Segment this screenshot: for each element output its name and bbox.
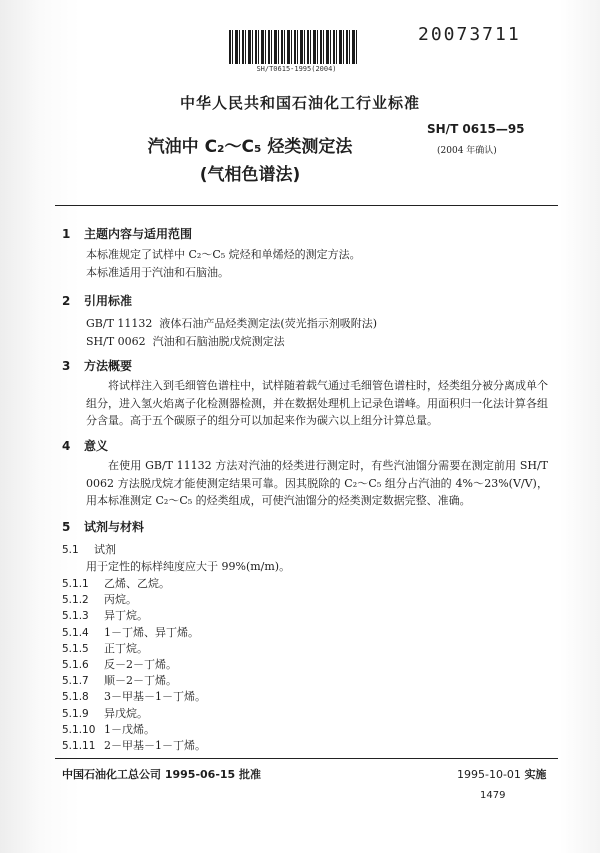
section-number: 1 <box>62 227 71 241</box>
item-number: 5.1.1 <box>62 578 89 590</box>
list-item <box>62 737 206 753</box>
item-text: 异丁烷。 <box>104 609 148 623</box>
item-number: 5.1.4 <box>62 626 89 639</box>
document-title: 汽油中 C₂～C₅ 烃类测定法 <box>147 137 353 157</box>
barcode-caption: SH/T0615-1995(2004) <box>256 65 337 73</box>
section-number: 2 <box>62 294 71 308</box>
item-number: 5.1.7 <box>62 675 89 688</box>
item-text: 乙烯、乙烷。 <box>104 577 170 590</box>
section-4-heading <box>62 437 108 454</box>
subsection-number: 5.1 <box>62 544 79 556</box>
list-item <box>62 640 148 656</box>
section-4-paragraph: 在使用 GB/T 11132 方法对汽油的烃类进行测定时，有些汽油馏分需要在测定前用 SH/T 0062 方法脱戊烷才能使测定结果可靠。因其脱除的 C₂～C₅ 组分占汽油的 4%～23%(V/V)，用本标准测定 C₂～C₅ 的烃类组成，可使汽油馏分的烃类测定数据完整、准确。 <box>86 459 548 507</box>
page-number: 1479 <box>480 790 506 801</box>
item-text: 异戊烷。 <box>104 706 148 720</box>
section-title: 主题内容与适用范围 <box>84 227 193 241</box>
list-item <box>62 607 148 623</box>
reference-1 <box>86 315 377 332</box>
subsection-5-1 <box>62 541 116 557</box>
section-3-heading <box>62 357 132 374</box>
list-item <box>62 672 177 688</box>
confirmation-year: (2004 年确认) <box>437 146 497 156</box>
section-title: 试剂与材料 <box>84 520 145 534</box>
section-title: 意义 <box>84 439 109 453</box>
item-text: 3－甲基－1－丁烯。 <box>104 690 206 704</box>
list-item <box>62 624 199 640</box>
section-number: 4 <box>62 439 71 453</box>
effective-date <box>457 766 546 782</box>
list-item <box>62 705 148 721</box>
item-text: 丙烷。 <box>104 593 137 607</box>
section-number: 5 <box>62 520 71 534</box>
document-subtitle: (气相色谱法) <box>199 165 301 185</box>
section-title: 方法概要 <box>84 359 133 373</box>
standard-number: SH/T 0615—95 <box>427 122 525 136</box>
item-number: 5.1.10 <box>62 723 96 736</box>
section-3-paragraph: 将试样注入到毛细管色谱柱中，试样随着载气通过毛细管色谱柱时，烃类组分被分离成单个组分，进入氢火焰离子化检测器检测，并在数据处理机上记录色谱峰。用面积归一化法计算各组分含量。高于五个碳原子的组分可以加起来作为碳六以上组分计算总量。 <box>86 379 548 427</box>
barcode <box>229 30 359 64</box>
reference-2 <box>86 333 285 350</box>
industry-standard-heading: 中华人民共和国石油化工行业标准 <box>179 94 420 112</box>
item-number: 5.1.8 <box>62 691 89 704</box>
reference-code: SH/T 0062 <box>86 335 146 348</box>
item-text: 正丁烷。 <box>104 641 148 655</box>
item-text: 1－戊烯。 <box>104 722 155 736</box>
list-item <box>62 656 177 672</box>
item-text: 1－丁烯、异丁烯。 <box>104 625 199 639</box>
effective-date-value: 1995-10-01 <box>457 768 521 781</box>
item-number: 5.1.6 <box>62 659 89 671</box>
item-text: 顺－2－丁烯。 <box>104 674 177 688</box>
item-text: 反－2－丁烯。 <box>104 658 177 671</box>
section-title: 引用标准 <box>84 294 133 308</box>
document-id: 20073711 <box>418 24 521 45</box>
reference-title: 汽油和石脑油脱戊烷测定法 <box>152 335 285 348</box>
list-item <box>62 688 206 704</box>
item-number: 5.1.2 <box>62 594 89 607</box>
reference-title: 液体石油产品烃类测定法(荧光指示剂吸附法) <box>159 317 377 330</box>
header-divider <box>55 205 558 206</box>
item-number: 5.1.5 <box>62 642 89 655</box>
effective-label: 实施 <box>524 768 547 781</box>
item-number: 5.1.11 <box>62 740 96 752</box>
section-1-paragraph-2: 本标准适用于汽油和石脑油。 <box>86 266 229 279</box>
section-number: 3 <box>62 359 71 373</box>
issuer-approval: 中国石油化工总公司 1995-06-15 批准 <box>62 768 262 781</box>
footer-divider <box>55 758 558 759</box>
list-item <box>62 721 155 737</box>
section-1-paragraph-1: 本标准规定了试样中 C₂～C₅ 烷烃和单烯烃的测定方法。 <box>86 248 361 261</box>
subsection-title: 试剂 <box>94 543 116 556</box>
item-number: 5.1.3 <box>62 610 89 623</box>
item-number: 5.1.9 <box>62 707 89 720</box>
item-text: 2－甲基－1－丁烯。 <box>104 739 206 752</box>
reference-code: GB/T 11132 <box>86 317 153 330</box>
list-item <box>62 591 137 607</box>
list-item <box>62 575 170 591</box>
section-2-heading <box>62 292 132 309</box>
purity-requirement: 用于定性的标样纯度应大于 99%(m/m)。 <box>86 560 291 573</box>
section-5-heading <box>62 518 144 535</box>
section-1-heading <box>62 225 192 242</box>
